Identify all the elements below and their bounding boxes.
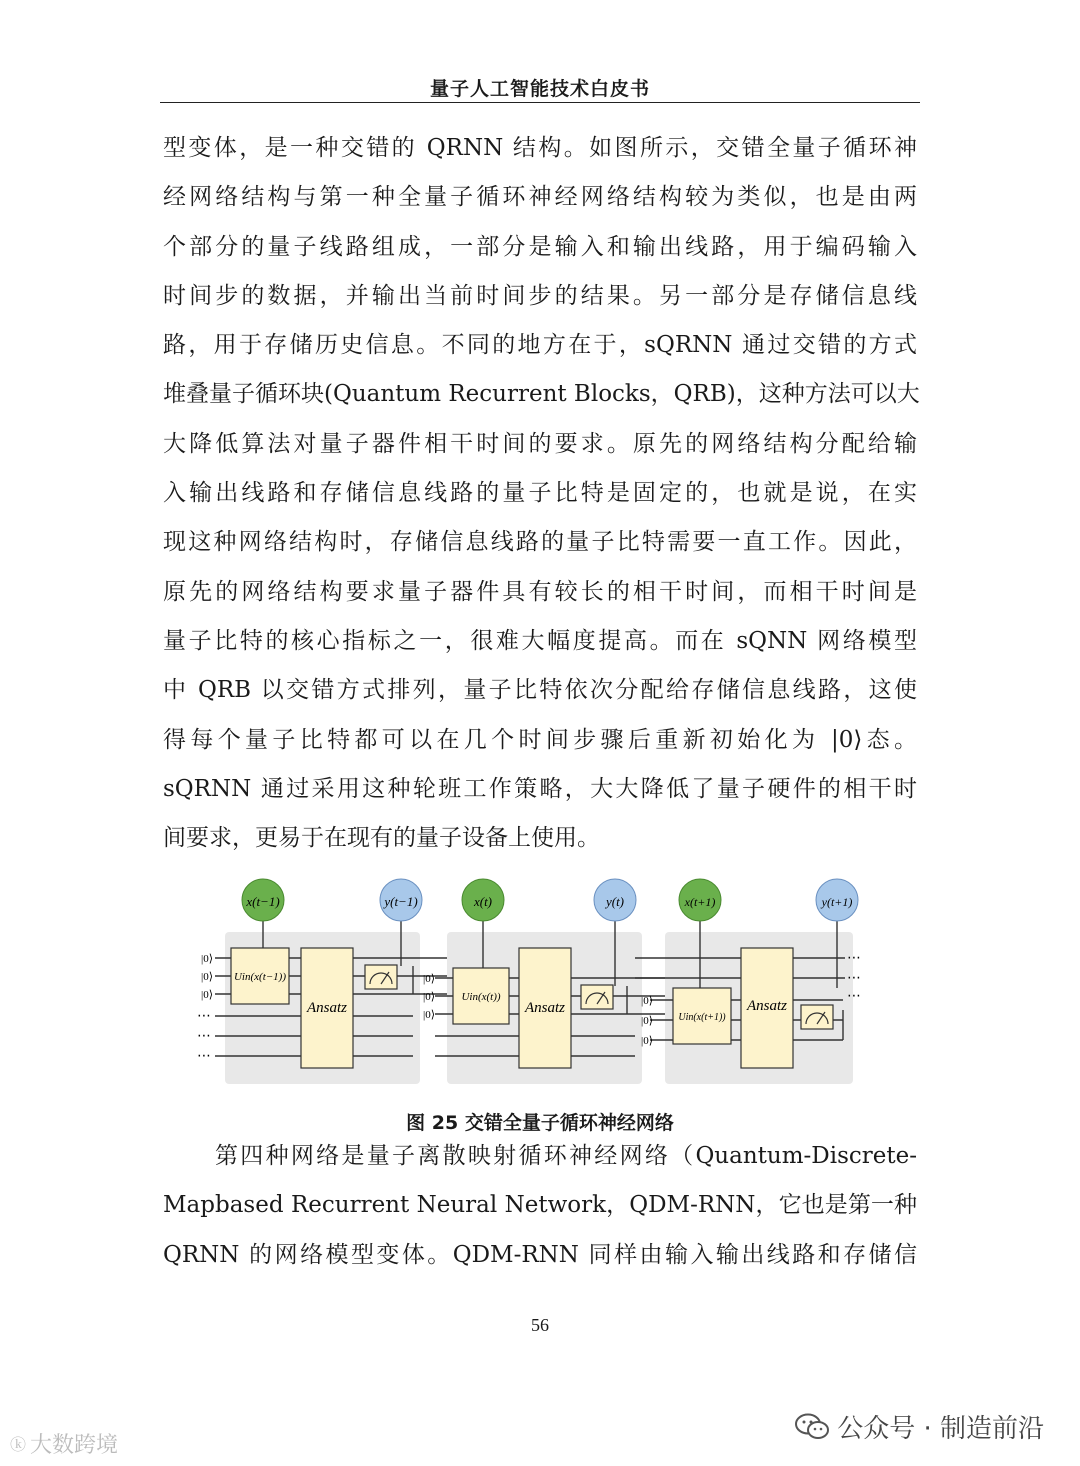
watermark-wechat bbox=[795, 1408, 1044, 1445]
page-header: 量子人工智能技术白皮书 bbox=[429, 78, 650, 100]
ket-label: |0⟩ bbox=[641, 995, 653, 1007]
ket-label: |0⟩ bbox=[201, 953, 213, 965]
text-line: 中 QRB 以交错方式排列，量子比特依次分配给存储信息线路，这使 bbox=[163, 677, 917, 704]
text-line: 型变体，是一种交错的 QRNN 结构。如图所示，交错全量子循环神 bbox=[163, 135, 917, 161]
text-line: 时间步的数据，并输出当前时间步的结果。另一部分是存储信息线 bbox=[163, 282, 917, 309]
output-label: y(t−1) bbox=[384, 894, 418, 909]
text-line: 原先的网络结构要求量子器件具有较长的相干时间，而相干时间是 bbox=[163, 578, 917, 605]
text-line: 堆叠量子循环块(Quantum Recurrent Blocks，QRB)，这种方法可以大 bbox=[163, 381, 920, 408]
watermark-logo bbox=[10, 1428, 118, 1459]
ansatz-label: Ansatz bbox=[524, 1000, 566, 1016]
measurement-gate bbox=[365, 965, 397, 989]
ellipsis-label: ⋯ bbox=[197, 1048, 211, 1064]
output-label: y(t) bbox=[605, 894, 625, 909]
text-line: 量子比特的核心指标之一，很难大幅度提高。而在 sQNN 网络模型 bbox=[163, 627, 917, 654]
ket-label: |0⟩ bbox=[201, 971, 213, 983]
encoder-label: Uin(x(t+1)) bbox=[678, 1012, 726, 1023]
input-label: x(t−1) bbox=[246, 894, 280, 909]
paragraph-2 bbox=[163, 1132, 917, 1280]
ansatz-label: Ansatz bbox=[306, 1000, 348, 1016]
text-line: sQRNN 通过采用这种轮班工作策略，大大降低了量子硬件的相干时 bbox=[163, 775, 917, 802]
quantum-circuit-figure bbox=[195, 870, 865, 1100]
ellipsis-label: ⋯ bbox=[197, 1008, 211, 1024]
input-label: x(t) bbox=[473, 894, 493, 909]
ellipsis-label: ⋯ bbox=[847, 950, 861, 966]
measurement-gate bbox=[581, 985, 613, 1009]
input-label: x(t+1) bbox=[684, 895, 716, 909]
ket-label: |0⟩ bbox=[641, 1015, 653, 1027]
paragraph-1 bbox=[163, 124, 920, 863]
text-line: 经网络结构与第一种全量子循环神经网络结构较为类似，也是由两 bbox=[163, 184, 917, 211]
ket-label: |0⟩ bbox=[641, 1035, 653, 1047]
text-line: 个部分的量子线路组成，一部分是输入和输出线路，用于编码输入 bbox=[163, 233, 917, 260]
circuit-block-3 bbox=[635, 879, 861, 1084]
encoder-label: Uin(x(t−1)) bbox=[233, 971, 287, 983]
ellipsis-label: ⋯ bbox=[197, 1028, 211, 1044]
text-line: 现这种网络结构时，存储信息线路的量子比特需要一直工作。因此， bbox=[163, 529, 917, 556]
text-line: QRNN 的网络模型变体。QDM-RNN 同样由输入输出线路和存储信 bbox=[163, 1241, 917, 1268]
text-line: 大降低算法对量子器件相干时间的要求。原先的网络结构分配给输 bbox=[163, 430, 917, 457]
page-number: 56 bbox=[531, 1315, 549, 1335]
wechat-icon bbox=[795, 1413, 829, 1441]
watermark-text: 公众号 · 制造前沿 bbox=[837, 1414, 1044, 1444]
ellipsis-label: ⋯ bbox=[847, 988, 861, 1004]
text-line: Mapbased Recurrent Neural Network，QDM-RNN，它也是第一种 bbox=[163, 1192, 917, 1219]
ansatz-label: Ansatz bbox=[746, 998, 788, 1014]
ket-label: |0⟩ bbox=[201, 989, 213, 1001]
figure-caption: 图 25 交错全量子循环神经网络 bbox=[406, 1112, 674, 1134]
text-line: 间要求，更易于在现有的量子设备上使用。 bbox=[163, 825, 600, 852]
text-line: 入输出线路和存储信息线路的量子比特是固定的，也就是说，在实 bbox=[163, 480, 917, 507]
ellipsis-label: ⋯ bbox=[847, 970, 861, 986]
watermark-logo-icon: ⓚ bbox=[10, 1435, 27, 1454]
text-line: 路，用于存储历史信息。不同的地方在于，sQRNN 通过交错的方式 bbox=[163, 332, 917, 359]
text-line: 得每个量子比特都可以在几个时间步骤后重新初始化为 |0⟩态。 bbox=[163, 726, 917, 753]
ket-label: |0⟩ bbox=[423, 991, 435, 1003]
ket-label: |0⟩ bbox=[423, 1009, 435, 1021]
measurement-gate bbox=[801, 1005, 833, 1029]
watermark-logo-text: 大数跨境 bbox=[30, 1433, 119, 1458]
circuit-block-2 bbox=[423, 879, 665, 1084]
header-rule bbox=[160, 102, 920, 103]
circuit-block-1 bbox=[197, 879, 450, 1084]
text-line: 第四种网络是量子离散映射循环神经网络（Quantum-Discrete- bbox=[215, 1143, 917, 1169]
output-label: y(t+1) bbox=[821, 895, 853, 909]
encoder-label: Uin(x(t)) bbox=[461, 991, 501, 1003]
ket-label: |0⟩ bbox=[423, 973, 435, 985]
